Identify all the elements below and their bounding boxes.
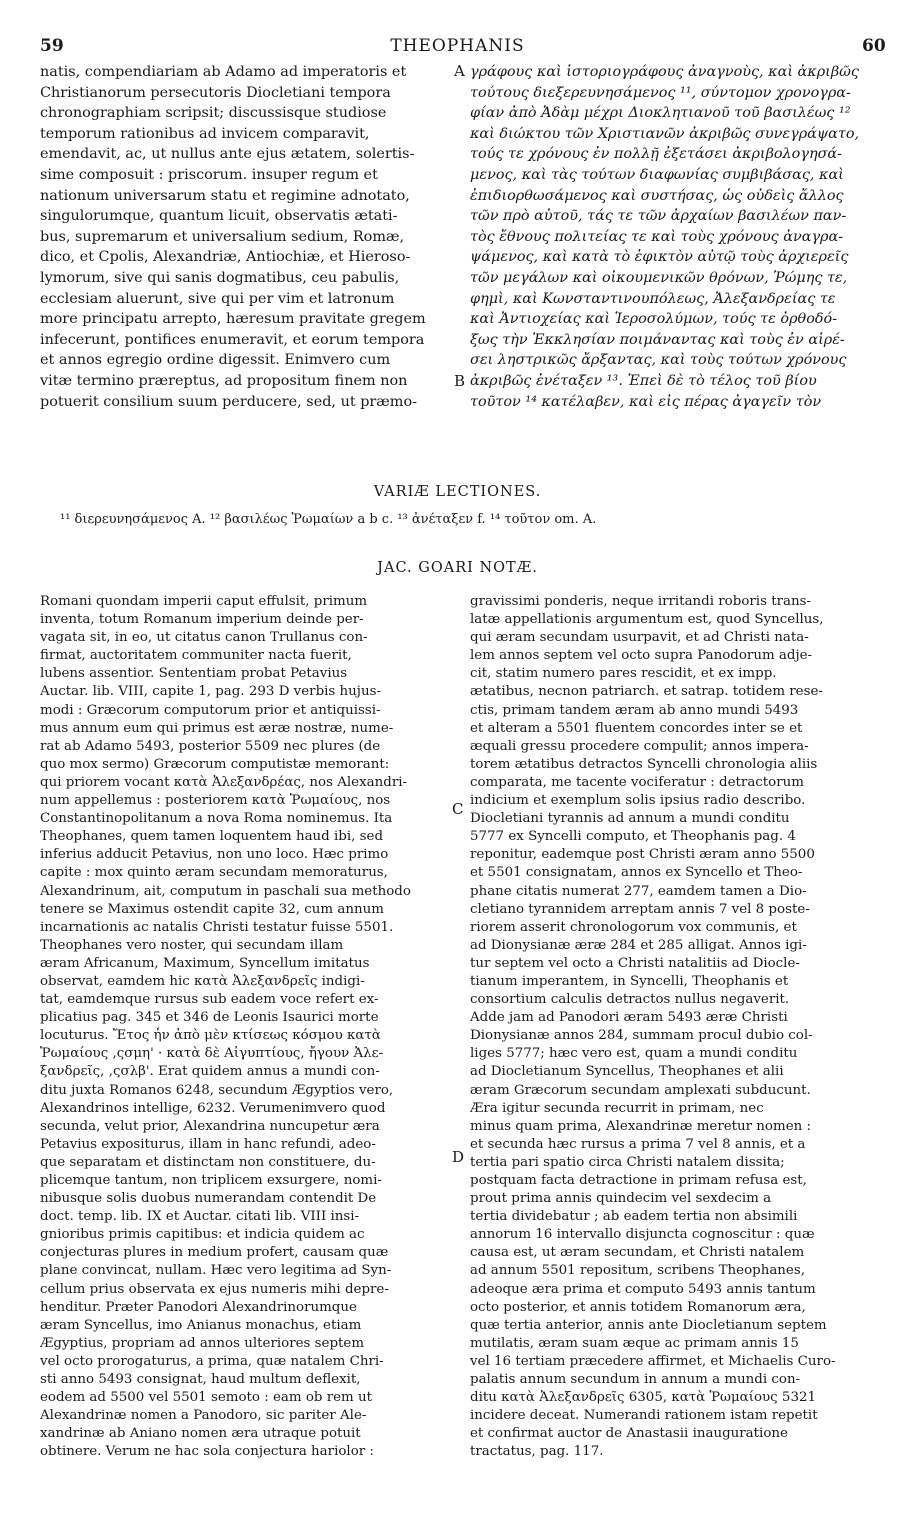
text-line: vitæ termino præreptus, ad propositum finem non <box>40 372 408 389</box>
text-line: dico, et Cpolis, Alexandriæ, Antiochiæ, et Hieroso- <box>40 249 411 266</box>
text-line: lymorum, sive qui sanis dogmatibus, ceu pabulis, <box>40 269 400 286</box>
text-line: Ῥωμαίους ,ςσμη' · κατὰ δὲ Αἰγυπτίους, ἤγουν Ἀλε- <box>40 1046 384 1062</box>
text-line: minus quam prima, Alexandrinæ meretur nomen : <box>470 1118 812 1134</box>
text-line: Auctar. lib. VIII, capite 1, pag. 293 D verbis hujus- <box>40 684 381 700</box>
text-line: conjecturas plures in medium profert, causam quæ <box>40 1245 389 1261</box>
text-line: que separatam et distinctam non constituere, du- <box>40 1154 376 1170</box>
margin-marker-c: C <box>452 800 464 818</box>
text-line: phane citatis numerat 277, eamdem tamen a Dio- <box>470 883 807 899</box>
text-line: Constantinopolitanum a nova Roma nominemus. Ita <box>40 811 393 827</box>
notes-left-column <box>40 593 450 1462</box>
text-line: Alexandrinum, ait, computum in paschali sua methodo <box>40 883 411 899</box>
text-line: mutilatis, æram suam æque ac primam annis 15 <box>470 1335 799 1351</box>
text-line: Theophanes, quem tamen loquentem haud ibi, sed <box>40 829 384 845</box>
text-line: et 5501 consignatam, annos ex Syncello et Theo- <box>470 865 803 881</box>
text-line: ætatibus, necnon patriarch. et satrap. totidem rese- <box>470 684 823 700</box>
text-line: sime composuit : priscorum. insuper regum et <box>40 166 378 183</box>
text-line: Ægyptius, propriam ad annos ulteriores septem <box>40 1335 365 1351</box>
notes-right-column <box>470 593 880 1462</box>
text-line: octo posterior, et annis totidem Romanorum æra, <box>470 1299 806 1315</box>
text-line: tat, eamdemque rursus sub eadem voce refert ex- <box>40 992 379 1008</box>
text-line: inferius adducit Petavius, non uno loco. Hæc primo <box>40 847 389 863</box>
goar-notes-heading: JAC. GOARI NOTÆ. <box>377 560 538 576</box>
page-number-right: 60 <box>862 36 886 56</box>
text-line: nibusque solis duobus numerandam contendit De <box>40 1191 377 1207</box>
text-line: incarnationis ac natalis Christi testatur fuisse 5501. <box>40 919 394 935</box>
text-line: æram Græcorum secundam amplexati subducunt. <box>470 1082 811 1098</box>
text-line: Theophanes vero noster, qui secundam illam <box>40 937 344 953</box>
text-line: firmat, auctoritatem communiter nacta fuerit, <box>40 648 352 664</box>
text-line: cellum prius observata ex ejus numeris mihi depre- <box>40 1281 389 1297</box>
text-line: ξως τὴν Ἐκκλησίαν ποιμάναντας καὶ τοὺς ἐν αἱρέ- <box>470 331 845 348</box>
text-line: μενος, καὶ τὰς τούτων διαφωνίας συμβιβάσας, καὶ <box>470 166 844 183</box>
text-line: indicium et exemplum solis ipsius radio describo. <box>470 793 806 809</box>
text-line: lem annos septem vel octo supra Panodorum adje- <box>470 648 813 664</box>
text-line: καὶ διώκτου τῶν Χριστιανῶν ἀκριβῶς συνεγράψατο, <box>470 125 860 142</box>
text-line: vagata sit, in eo, ut citatus canon Trullanus con- <box>40 630 368 646</box>
text-line: sti anno 5493 consignat, haud multum deflexit, <box>40 1372 361 1388</box>
text-line: incidere deceat. Numerandi rationem istam repetit <box>470 1408 818 1424</box>
text-line: tenere se Maximus ostendit capite 32, cum annum <box>40 901 384 917</box>
text-line: nationum universarum statu et regimine adnotato, <box>40 187 410 204</box>
text-line: rat ab Adamo 5493, posterior 5509 nec plures (de <box>40 738 381 754</box>
text-line: τούς τε χρόνους ἐν πολλῇ ἐξετάσει ἀκριβολογησά- <box>470 146 842 163</box>
text-line: plane convincat, nullam. Hæc vero legitima ad Syn- <box>40 1263 392 1279</box>
text-line: Dionysianæ annos 284, summam procul dubio col- <box>470 1028 813 1044</box>
text-line: Petavius expositurus, illam in hanc refundi, adeo- <box>40 1136 376 1152</box>
text-line: Adde jam ad Panodori æram 5493 æræ Christi <box>470 1010 788 1026</box>
text-line: locuturus. Ἔτος ἦν ἀπὸ μὲν κτίσεως κόσμου κατὰ <box>40 1028 381 1044</box>
text-line: ψάμενος, καὶ κατὰ τὸ ἐφικτὸν αὐτῷ τοὺς ἀρχιερεῖς <box>470 249 849 266</box>
text-line: et alteram a 5501 fluentem concordes inter se et <box>470 720 803 736</box>
text-line: ἐπιδιορθωσάμενος καὶ συστήσας, ὡς οὐδεὶς ἄλλος <box>470 187 844 204</box>
text-line: ecclesiam aluerunt, sive qui per vim et latronum <box>40 290 395 307</box>
text-line: secunda, velut prior, Alexandrina nuncupetur æra <box>40 1118 380 1134</box>
text-line: latæ appellationis argumentum est, quod Syncellus, <box>470 612 824 628</box>
text-line: riorem asserit chronologorum vox communis, et <box>470 919 797 935</box>
text-line: Diocletiani tyrannis ad annum a mundi conditu <box>470 811 790 827</box>
text-line: temporum rationibus ad invicem comparavit, <box>40 125 370 142</box>
text-line: palatis annum secundum in annum a mundi con- <box>470 1372 801 1388</box>
text-line: τὸς ἔθνους πολιτείας τε καὶ τοὺς χρόνους ἀναγρα- <box>470 228 844 245</box>
margin-marker-d: D <box>452 1148 465 1166</box>
text-line: more principatu arrepto, hæresum pravitate gregem <box>40 311 426 328</box>
text-line: ditu juxta Romanos 6248, secundum Ægyptios vero, <box>40 1082 394 1098</box>
text-line: tur septem vel octo a Christi natalitiis ad Diocle- <box>470 955 800 971</box>
text-line: ctis, primam tandem æram ab anno mundi 5493 <box>470 702 799 718</box>
text-line: æquali gressu procedere compulit; annos impera- <box>470 738 809 754</box>
page-number-left: 59 <box>40 36 64 56</box>
text-line: plicatius pag. 345 et 346 de Leonis Isaurici morte <box>40 1010 379 1026</box>
text-line: ξανδρεῖς, ,ςσλβ'. Erat quidem annus a mundi con- <box>40 1064 380 1080</box>
text-line: ad Dionysianæ æræ 284 et 285 alligat. Annos igi- <box>470 937 807 953</box>
text-line: singulorumque, quantum licuit, observatis ætati- <box>40 208 398 225</box>
text-line: 5777 ex Syncelli computo, et Theophanis pag. 4 <box>470 829 796 845</box>
text-line: henditur. Præter Panodori Alexandrinorumque <box>40 1299 357 1315</box>
text-line: tertia dividebatur ; ab eadem tertia non absimili <box>470 1209 798 1225</box>
text-line: comparata, me tacente vociferatur : detractorum <box>470 774 804 790</box>
text-line: inventa, totum Romanum imperium deinde per- <box>40 612 364 628</box>
text-line: et annos egregio ordine digessit. Enimvero cum <box>40 352 391 369</box>
text-line: plicemque tantum, non triplicem exsurgere, nomi- <box>40 1173 382 1188</box>
text-line: potuerit consilium suum perducere, sed, ut præmo- <box>40 393 417 410</box>
latin-translation-column <box>40 62 450 412</box>
text-line: qui æram secundam usurpavit, et ad Christi nata- <box>470 630 809 646</box>
text-line: quo mox sermo) Græcorum computistæ memorant: <box>40 756 390 772</box>
text-line: prout prima annis quindecim vel sexdecim a <box>470 1191 772 1207</box>
text-line: observat, eamdem hic κατὰ Ἀλεξανδρεῖς indigi- <box>40 973 365 989</box>
text-line: torem ætatibus detractos Syncelli chronologia aliis <box>470 756 818 772</box>
text-line: Alexandrinos intellige, 6232. Verumenimvero quod <box>40 1100 386 1116</box>
variae-lectiones-heading: VARIÆ LECTIONES. <box>373 484 542 500</box>
text-line: σει ληστρικῶς ἄρξαντας, καὶ τοὺς τούτων χρόνους <box>470 352 847 369</box>
text-line: tianum imperantem, in Syncelli, Theophanis et <box>470 973 789 989</box>
text-line: lubens assentior. Sententiam probat Petavius <box>40 666 348 682</box>
text-line: τῶν μεγάλων καὶ οἰκουμενικῶν θρόνων, Ῥώμης τε, <box>470 269 848 286</box>
text-line: bus, supremarum et universalium sedium, Romæ, <box>40 228 405 245</box>
text-line: qui priorem vocant κατὰ Ἀλεξανδρέας, nos Alexandri- <box>40 774 408 790</box>
text-line: τοῦτον ¹⁴ κατέλαβεν, καὶ εἰς πέρας ἀγαγεῖν τὸν <box>470 393 822 410</box>
text-line: liges 5777; hæc vero est, quam a mundi conditu <box>470 1046 798 1062</box>
text-line: natis, compendiariam ab Adamo ad imperatoris et <box>40 64 407 80</box>
text-line: et secunda hæc rursus a prima 7 vel 8 annis, et a <box>470 1136 806 1152</box>
text-line: æram Africanum, Maximum, Syncellum imitatus <box>40 955 370 971</box>
text-line: gravissimi ponderis, neque irritandi roboris trans- <box>470 594 811 609</box>
text-line: γράφους καὶ ἱστοριογράφους ἀναγνοὺς, καὶ ἀκριβῶς <box>470 64 859 80</box>
text-line: cit, statim numero pares rescidit, et ex impp. <box>470 666 777 682</box>
text-line: ad annum 5501 repositum, scribens Theophanes, <box>470 1263 805 1279</box>
text-line: mus annum eum qui primus est æræ nostræ, nume- <box>40 720 394 736</box>
text-line: καὶ Ἀντιοχείας καὶ Ἱεροσολύμων, τούς τε ὀρθοδό- <box>470 311 838 328</box>
text-line: ἀκριβῶς ἐνέταξεν ¹³. Ἐπεὶ δὲ τὸ τέλος τοῦ βίου <box>470 372 817 389</box>
text-line: modi : Græcorum computorum prior et antiquissi- <box>40 702 381 718</box>
text-line: capite : mox quinto æram secundam memoraturus, <box>40 865 388 881</box>
margin-marker-a: A <box>454 62 465 80</box>
text-line: reponitur, eademque post Christi æram anno 5500 <box>470 847 815 863</box>
text-line: eodem ad 5500 vel 5501 semoto : eam ob rem ut <box>40 1390 373 1406</box>
text-line: tractatus, pag. 117. <box>470 1444 604 1460</box>
text-line: æram Syncellus, imo Anianus monachus, etiam <box>40 1317 362 1333</box>
text-line: cletiano tyrannidem arreptam annis 7 vel 8 poste- <box>470 901 810 917</box>
text-line: vel octo prorogaturus, a prima, quæ natalem Chri- <box>40 1353 384 1369</box>
text-line: emendavit, ac, ut nullus ante ejus ætatem, solertis- <box>40 146 415 163</box>
text-line: Christianorum persecutoris Diocletiani tempora <box>40 84 391 101</box>
text-line: φίαν ἀπὸ Ἀδὰμ μέχρι Διοκλητιανοῦ τοῦ βασιλέως ¹² <box>470 105 851 122</box>
text-line: postquam facta detractione in primam refusa est, <box>470 1173 807 1188</box>
margin-marker-b: B <box>454 372 466 390</box>
text-line: num appellemus : posteriorem κατὰ Ῥωμαίους, nos <box>40 793 391 809</box>
greek-text-column <box>470 62 880 412</box>
text-line: Romani quondam imperii caput effulsit, primum <box>40 594 368 609</box>
text-line: gnioribus primis capitibus: et indicia quidem ac <box>40 1227 365 1243</box>
text-line: ad Diocletianum Syncellus, Theophanes et alii <box>470 1064 784 1080</box>
text-line: φημὶ, καὶ Κωνσταντινουπόλεως, Ἀλεξανδρείας τε <box>470 290 836 307</box>
text-line: doct. temp. lib. IX et Auctar. citati lib. VIII insi- <box>40 1209 360 1225</box>
text-line: ditu κατὰ Ἀλεξανδρεῖς 6305, κατὰ Ῥωμαίους 5321 <box>470 1390 817 1406</box>
text-line: tertia pari spatio circa Christi natalem dissita; <box>470 1154 785 1170</box>
text-line: Alexandrinæ nomen a Panodoro, sic pariter Ale- <box>40 1408 367 1424</box>
text-line: quæ tertia anterior, annis ante Diocletianum septem <box>470 1317 827 1333</box>
text-line: τούτους διεξερευνησάμενος ¹¹, σύντομον χρονογρα- <box>470 84 851 101</box>
text-line: causa est, ut æram secundam, et Christi natalem <box>470 1245 805 1261</box>
text-line: vel 16 tertiam præcedere affirmet, et Michaelis Curo- <box>470 1353 836 1369</box>
text-line: infecerunt, pontifices enumeravit, et eorum tempora <box>40 331 425 348</box>
text-line: Æra igitur secunda recurrit in primam, nec <box>470 1100 764 1116</box>
text-line: annorum 16 intervallo disjuncta cognoscitur : quæ <box>470 1227 815 1243</box>
text-line: τῶν πρὸ αὐτοῦ, τάς τε τῶν ἀρχαίων βασιλέων παν- <box>470 208 847 225</box>
text-line: obtinere. Verum ne hac sola conjectura hariolor : <box>40 1444 374 1460</box>
text-line: et confirmat auctor de Anastasii inauguratione <box>470 1426 788 1442</box>
text-line: consortium calculis detractos nullus negaverit. <box>470 992 790 1008</box>
text-line: chronographiam scripsit; discussisque studiose <box>40 105 387 122</box>
variant-readings: ¹¹ διερευνησάμενος A. ¹² βασιλέως Ῥωμαίων a b c. ¹³ ἀνέταξεν f. ¹⁴ τοῦτον om. A. <box>60 512 597 527</box>
running-title: THEOPHANIS <box>390 36 525 56</box>
text-line: xandrinæ ab Aniano nomen æra utraque potuit <box>40 1426 361 1442</box>
text-line: adeoque æra prima et computo 5493 annis tantum <box>470 1281 816 1297</box>
